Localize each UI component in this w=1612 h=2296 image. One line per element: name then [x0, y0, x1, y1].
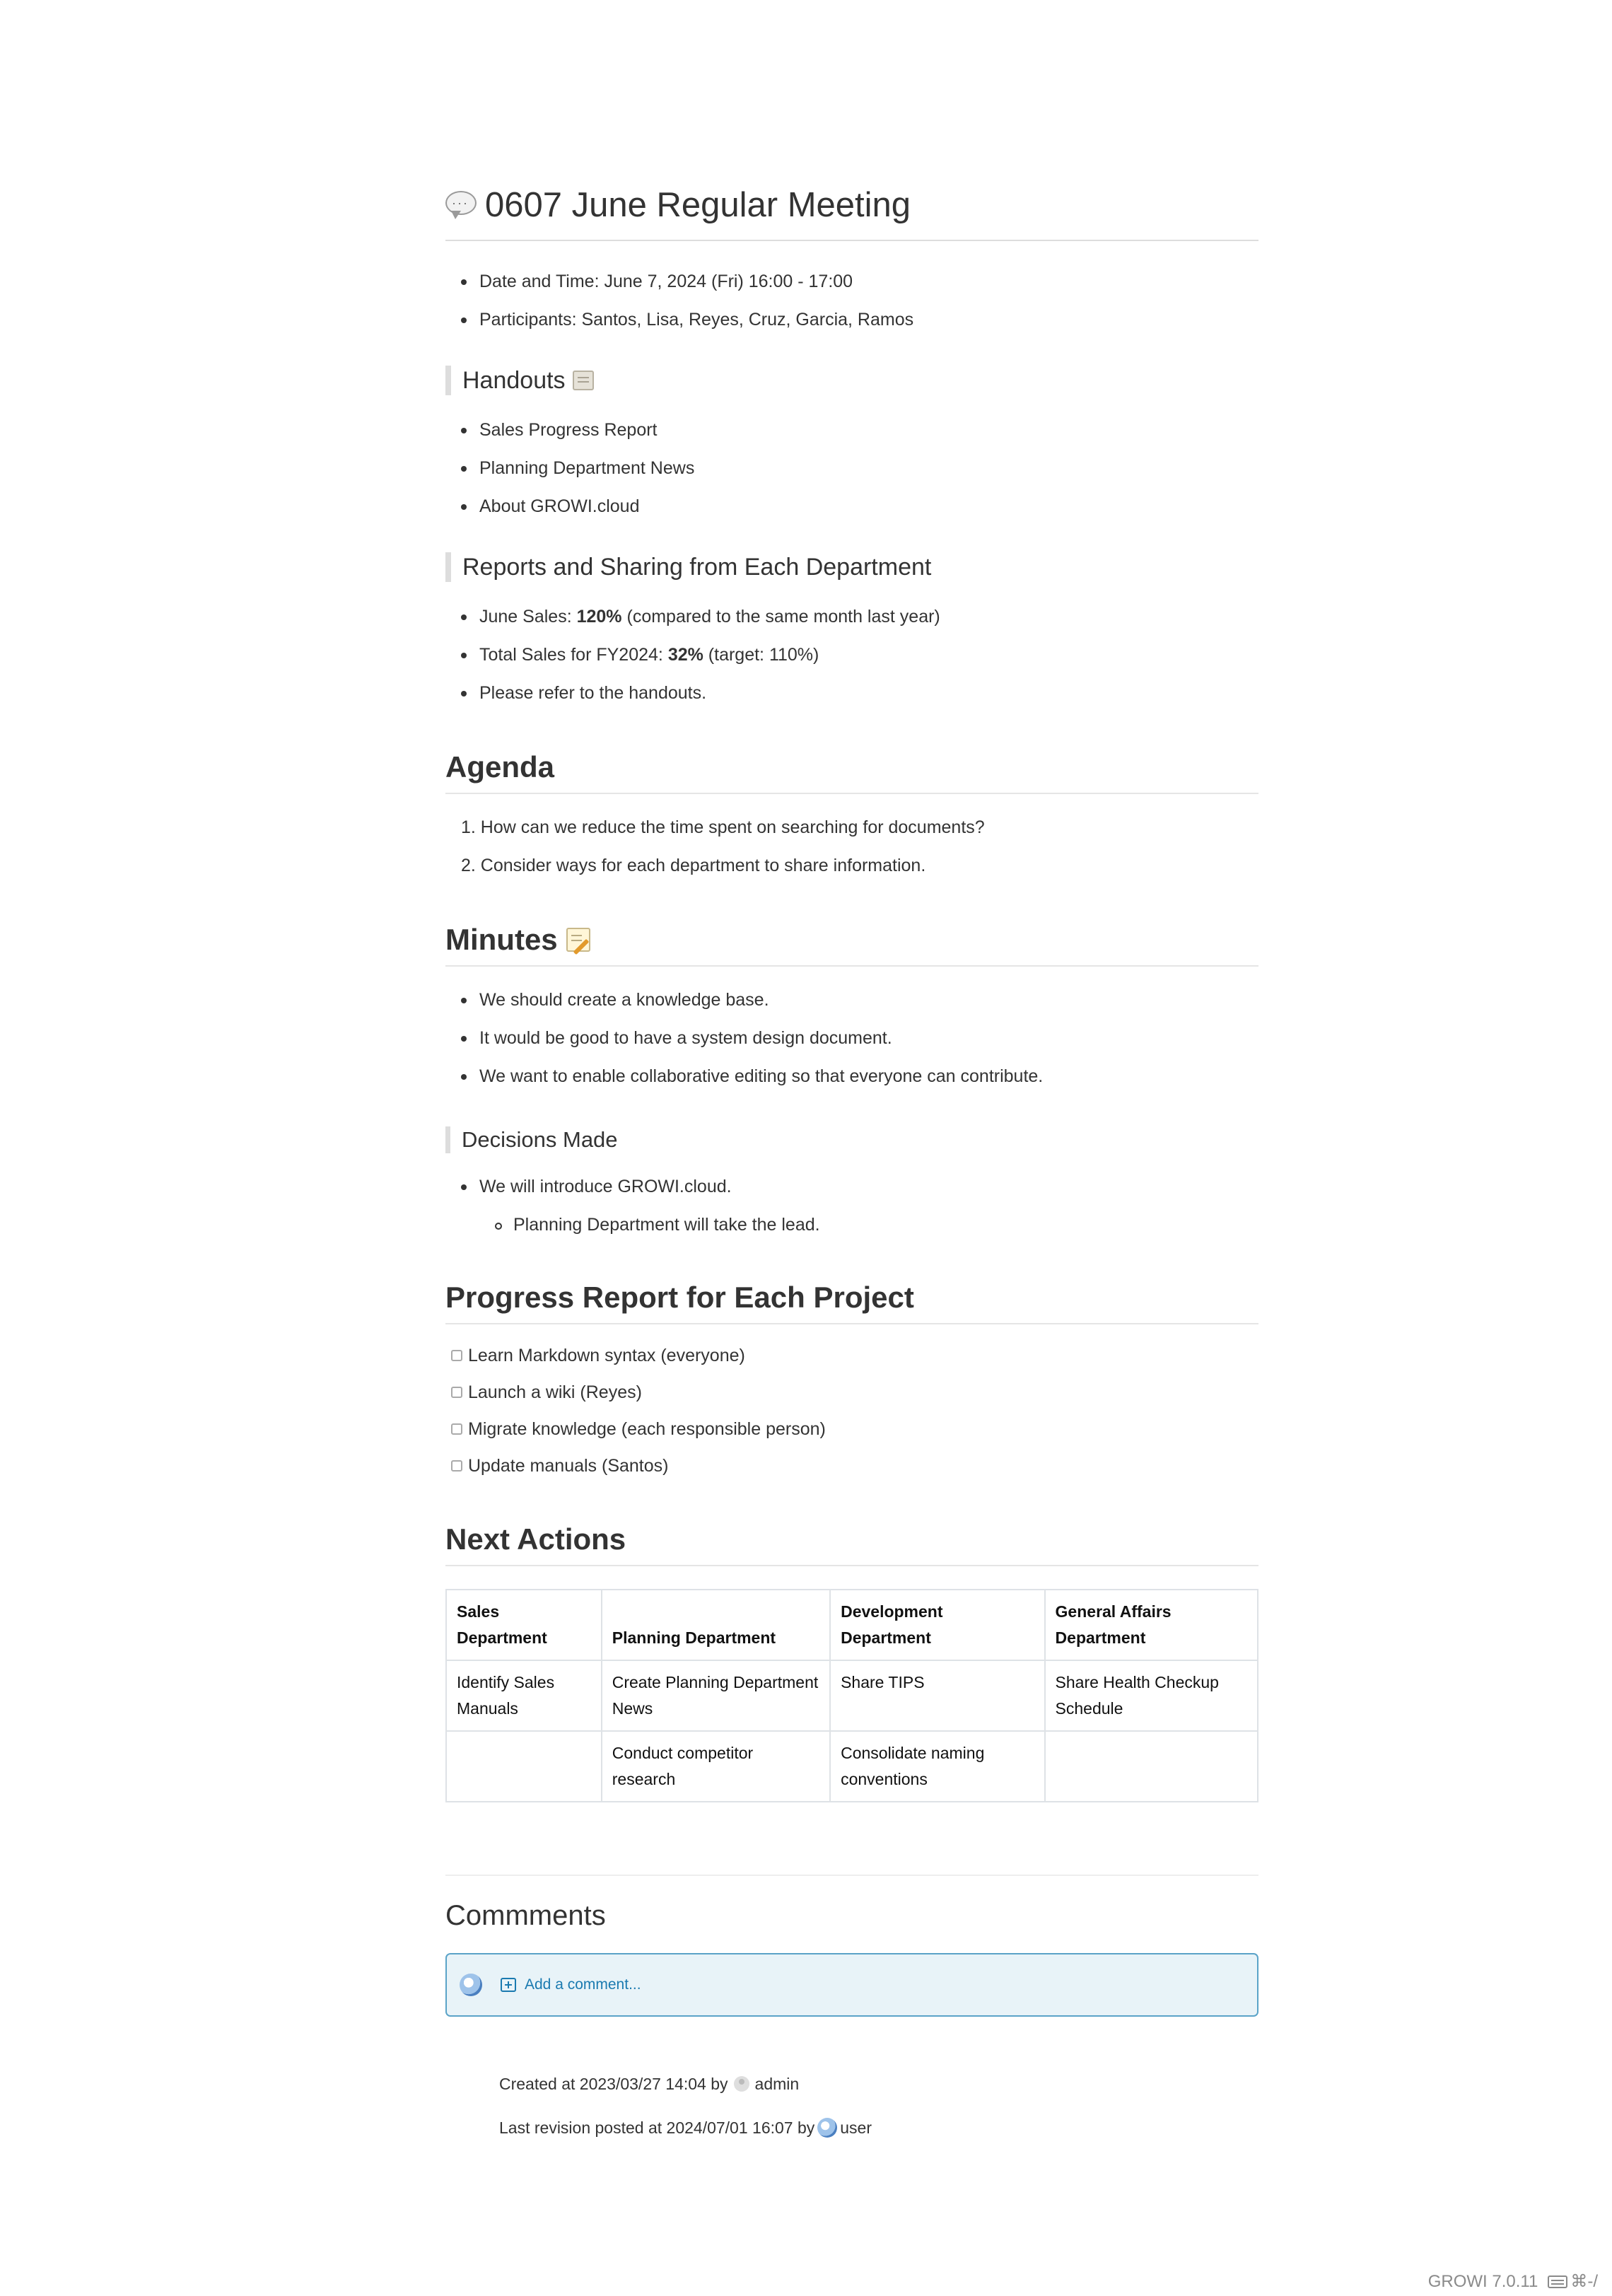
intro-list: [445, 262, 1258, 339]
table-header: Sales Department: [446, 1590, 602, 1660]
list-item-text: Planning Department will take the lead.: [513, 1215, 820, 1235]
page-title-text: 0607 June Regular Meeting: [485, 186, 911, 224]
handouts-list: [445, 411, 1258, 525]
handouts-heading-text: Handouts: [462, 367, 566, 394]
table-cell: [446, 1731, 602, 1802]
agenda-heading-text: Agenda: [445, 750, 555, 783]
table-cell: Conduct competitor research: [602, 1731, 830, 1802]
speech-balloon-icon: ···: [445, 191, 477, 219]
task-checkbox[interactable]: [451, 1387, 462, 1398]
table-cell: [1045, 1731, 1258, 1802]
decisions-heading: [445, 1126, 1258, 1153]
table-header-row: [446, 1590, 1258, 1660]
list-item: [445, 262, 1258, 301]
page-title: [445, 180, 1258, 241]
list-item-text: (compared to the same month last year): [621, 607, 940, 627]
page-meta: [445, 2062, 1258, 2150]
list-item-text: Please refer to the handouts.: [479, 683, 707, 703]
table-cell: Identify Sales Manuals: [446, 1660, 602, 1731]
created-text: Created at 2023/03/27 14:04 by: [499, 2075, 728, 2093]
list-item: [445, 981, 1258, 1019]
task-item: [445, 1337, 1258, 1374]
table-header: General Affairs Department: [1045, 1590, 1258, 1660]
table-header: Development Department: [830, 1590, 1044, 1660]
june-sales-value: 120%: [576, 607, 622, 627]
list-item: [445, 1167, 1258, 1206]
minutes-heading-text: Minutes: [445, 923, 558, 956]
list-item-text: We should create a knowledge base.: [479, 990, 769, 1010]
task-label: Launch a wiki (Reyes): [468, 1382, 642, 1402]
table-header: Planning Department: [602, 1590, 830, 1660]
table-cell: Create Planning Department News: [602, 1660, 830, 1731]
list-item-text: We will introduce GROWI.cloud.: [479, 1177, 732, 1196]
list-item-text: Sales Progress Report: [479, 420, 658, 440]
decisions-heading-text: Decisions Made: [462, 1127, 618, 1152]
table-row: [446, 1660, 1258, 1731]
list-item-text: Participants: Santos, Lisa, Reyes, Cruz, Garcia, Ramos: [479, 310, 914, 330]
page-content: [445, 180, 1258, 2150]
created-user-link[interactable]: admin: [754, 2075, 800, 2093]
memo-icon: [566, 928, 590, 952]
revision-info: [499, 2106, 1258, 2150]
task-label: Update manuals (Santos): [468, 1456, 669, 1476]
comments-title: Commments: [445, 1900, 606, 1931]
list-item-text: We want to enable collaborative editing so that everyone can contribute.: [479, 1066, 1044, 1086]
scroll-icon: [573, 371, 594, 390]
version-label: GROWI 7.0.11: [1427, 2271, 1538, 2291]
list-item: [445, 449, 1258, 487]
fy-sales-value: 32%: [667, 645, 703, 665]
list-item: [445, 487, 1258, 525]
list-item: [445, 636, 1258, 674]
list-item: 1. How can we reduce the time spent on searching for documents?: [461, 817, 985, 837]
next-actions-heading: [445, 1521, 1258, 1566]
agenda-list: [445, 808, 1258, 885]
task-checkbox[interactable]: [451, 1460, 462, 1472]
list-item: [445, 598, 1258, 636]
list-item-text: About GROWI.cloud: [479, 496, 640, 516]
list-item-text: Planning Department News: [479, 458, 695, 478]
footer: [1428, 2271, 1598, 2292]
keyboard-icon[interactable]: [1548, 2275, 1567, 2288]
table-row: [446, 1731, 1258, 1802]
table-cell: Share TIPS: [830, 1660, 1044, 1731]
list-item: [445, 301, 1258, 339]
decisions-list: [445, 1167, 1258, 1244]
progress-heading: [445, 1279, 1258, 1324]
list-item: [445, 1057, 1258, 1095]
comment-box[interactable]: [445, 1953, 1258, 2017]
task-item: [445, 1411, 1258, 1447]
task-label: Migrate knowledge (each responsible person): [468, 1419, 826, 1439]
task-item: [445, 1447, 1258, 1484]
task-checkbox[interactable]: [451, 1423, 462, 1435]
task-label: Learn Markdown syntax (everyone): [468, 1346, 745, 1365]
agenda-heading: [445, 749, 1258, 794]
add-comment-label: Add a comment...: [525, 1976, 641, 1993]
table-cell: Share Health Checkup Schedule: [1045, 1660, 1258, 1731]
list-item-text: It would be good to have a system design document.: [479, 1028, 892, 1048]
list-item: [445, 1019, 1258, 1057]
created-info: [499, 2062, 1258, 2106]
minutes-list: [445, 981, 1258, 1095]
table-cell: Consolidate naming conventions: [830, 1731, 1044, 1802]
list-item-text: Total Sales for FY2024:: [479, 645, 668, 665]
comments-section: [445, 1875, 1258, 2017]
next-actions-table: [445, 1589, 1258, 1802]
list-item-text: June Sales:: [479, 607, 577, 627]
revision-user-link[interactable]: user: [840, 2119, 872, 2137]
next-actions-heading-text: Next Actions: [445, 1522, 626, 1556]
revision-text: Last revision posted at 2024/07/01 16:07 by: [499, 2119, 815, 2137]
progress-heading-text: Progress Report for Each Project: [445, 1281, 914, 1314]
admin-avatar: [734, 2076, 749, 2092]
user-avatar: [460, 1974, 482, 1996]
task-item: [445, 1374, 1258, 1411]
minutes-heading: [445, 921, 1258, 967]
shortcut-label[interactable]: ⌘-/: [1570, 2272, 1598, 2291]
add-comment-button[interactable]: [501, 1976, 641, 1993]
list-item-text: Date and Time: June 7, 2024 (Fri) 16:00 - 17:00: [479, 272, 853, 291]
task-checkbox[interactable]: [451, 1350, 462, 1361]
user-avatar-small: [817, 2118, 837, 2138]
list-item: [445, 411, 1258, 449]
list-item-text: (target: 110%): [703, 645, 819, 665]
reports-heading-text: Reports and Sharing from Each Department: [462, 554, 932, 581]
reports-list: [445, 598, 1258, 712]
reports-heading: [445, 552, 1258, 582]
list-item: 2. Consider ways for each department to share information.: [461, 856, 926, 875]
list-item: [445, 1206, 1258, 1244]
handouts-heading: [445, 366, 1258, 395]
list-item: [445, 674, 1258, 712]
comment-add-icon: [501, 1978, 516, 1992]
task-list: [445, 1337, 1258, 1484]
